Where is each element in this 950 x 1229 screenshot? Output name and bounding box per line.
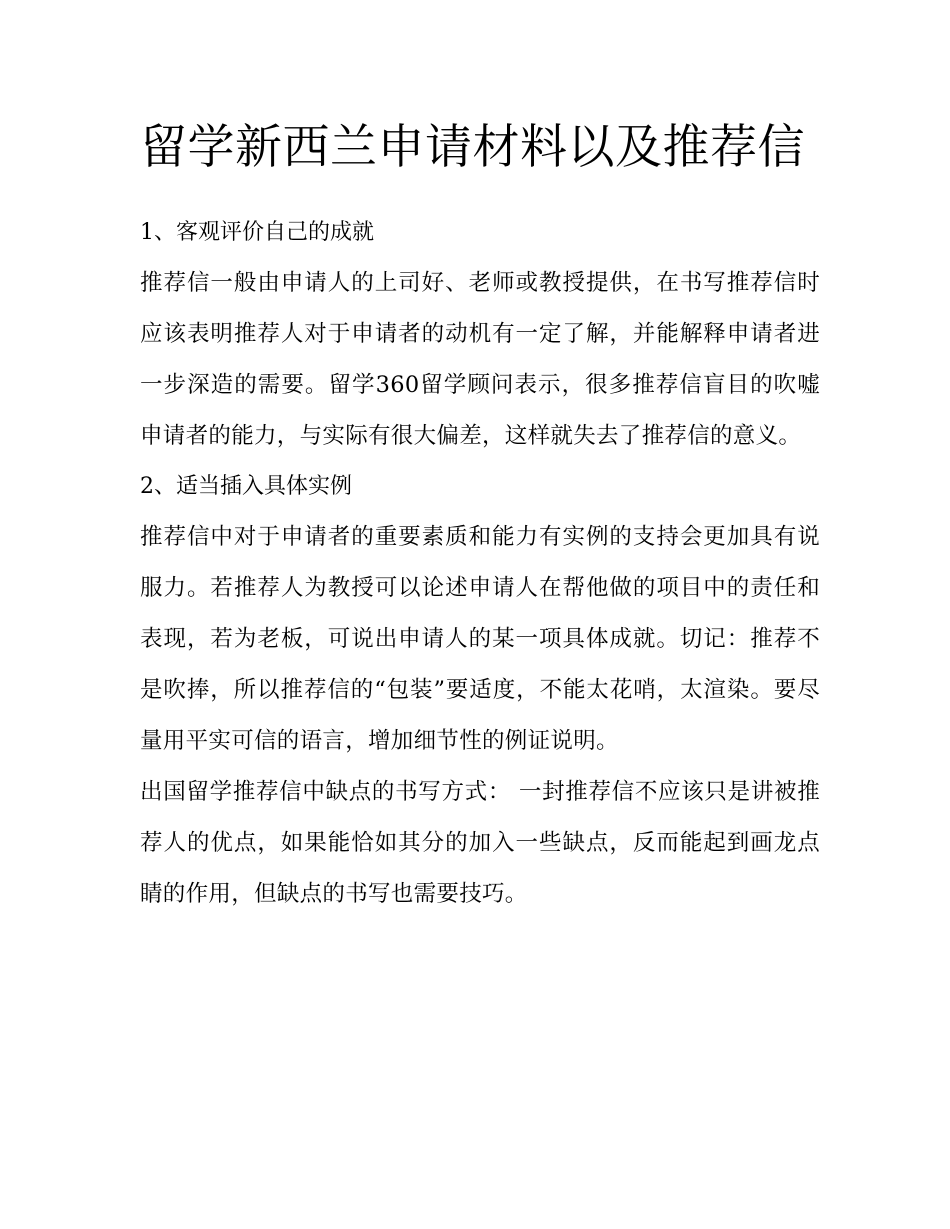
document-title: 留学新西兰申请材料以及推荐信 [140, 120, 805, 175]
section-heading-2: 2、适当插入具体实例 [140, 474, 352, 499]
paragraph-2: 推荐信中对于申请者的重要素质和能力有实例的支持会更加具有说服力。若推荐人为教授可以论述申请人在帮他做的项目中的责任和表现，若为老板，可说出申请人的某一项具体成就。切记：推荐不是吹捧，所以推荐信的“包装”要适度，不能太花哨，太渲染。要尽量用平实可信的语言，增加细节性的例证说明。 [140, 524, 820, 754]
paragraph-1: 推荐信一般由申请人的上司好、老师或教授提供，在书写推荐信时应该表明推荐人对于申请者的动机有一定了解，并能解释申请者进一步深造的需要。留学360留学顾问表示，很多推荐信盲目的吹嘘申请者的能力，与实际有很大偏差，这样就失去了推荐信的意义。 [140, 270, 820, 449]
paragraph-3: 出国留学推荐信中缺点的书写方式： 一封推荐信不应该只是讲被推荐人的优点，如果能恰如其分的加入一些缺点，反而能起到画龙点睛的作用，但缺点的书写也需要技巧。 [140, 779, 820, 907]
document-page [140, 110, 820, 920]
document-body [140, 208, 820, 920]
section-heading-1: 1、客观评价自己的成就 [140, 220, 374, 245]
